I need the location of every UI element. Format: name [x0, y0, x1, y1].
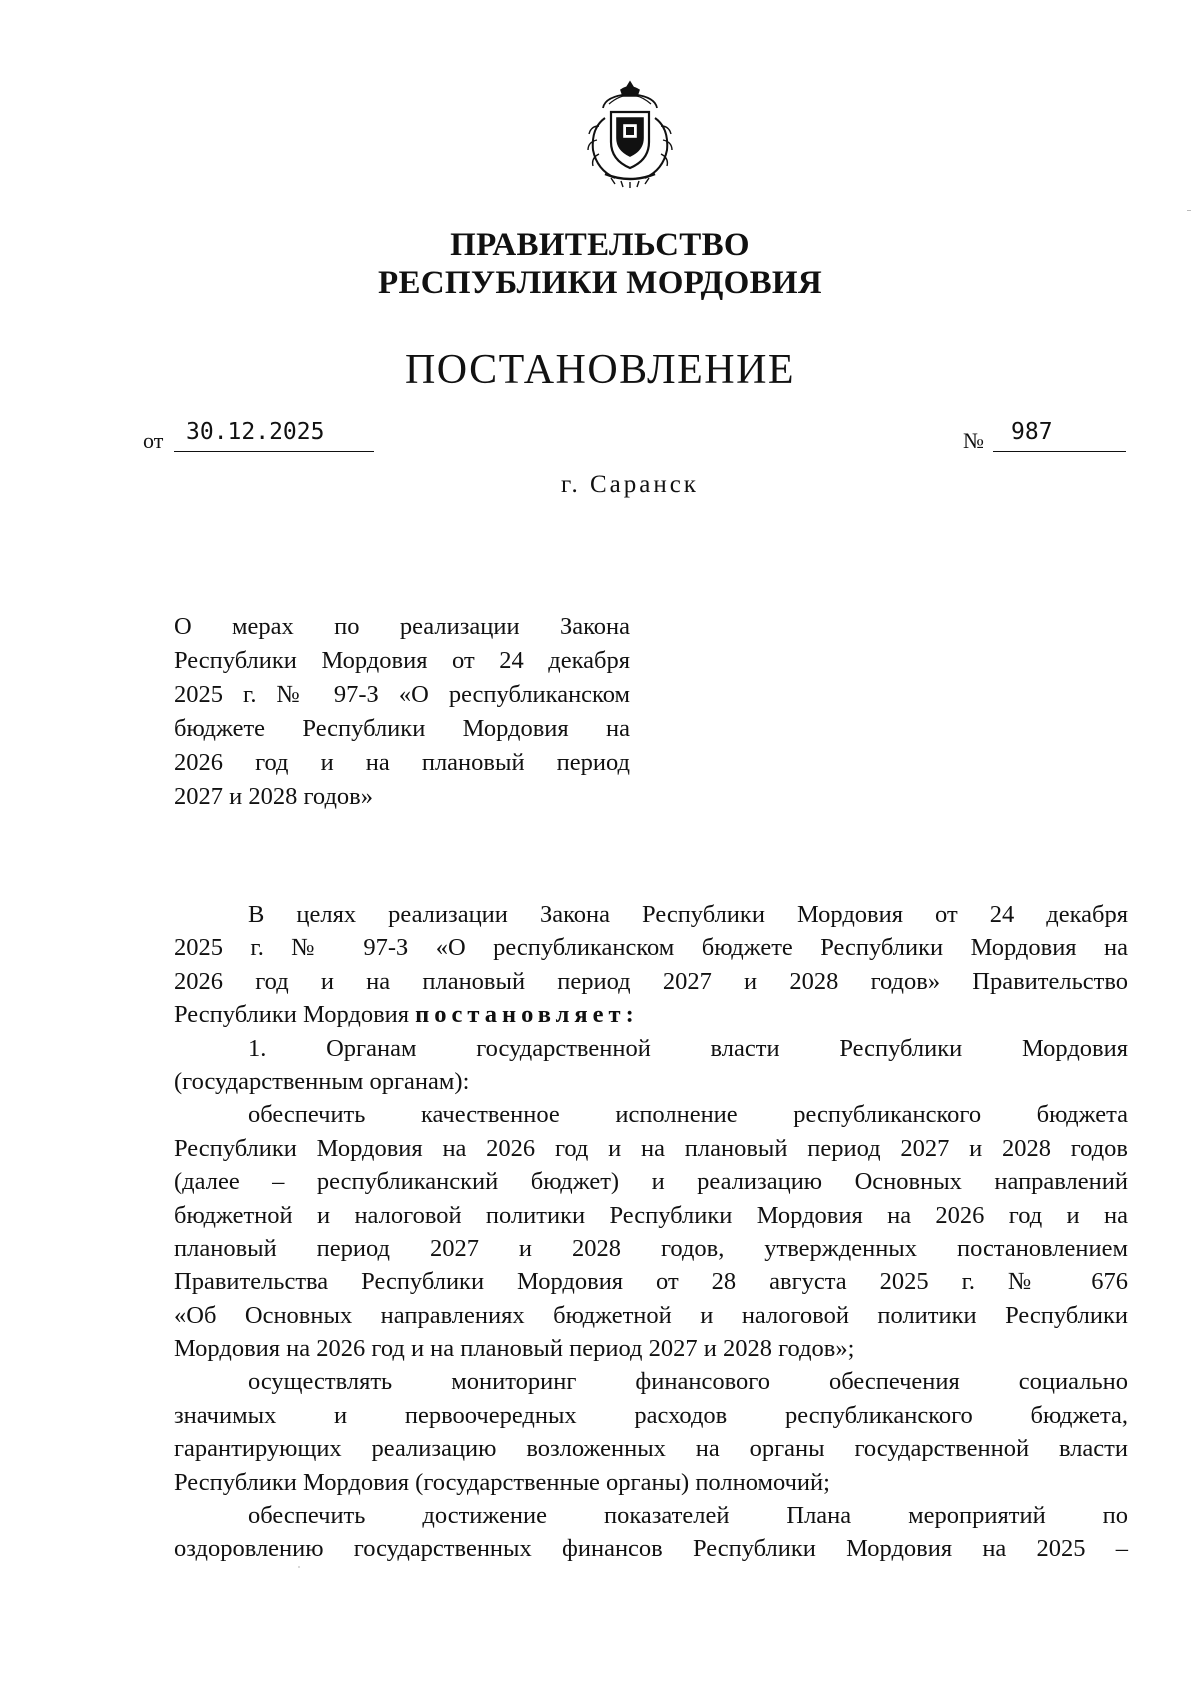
resolves-keyword: постановляет:	[415, 1001, 639, 1029]
city-of-issue: г. Саранск	[561, 471, 699, 498]
document-subject	[174, 610, 630, 814]
body-line: Правительства Республики Мордовия от 28 августа 2025 г. № 676	[174, 1268, 1128, 1296]
document-number: 987	[1011, 419, 1053, 445]
body-line: бюджетной и налоговой политики Республики Мордовия на 2026 год и на	[174, 1201, 1128, 1229]
government-title-line-2: РЕСПУБЛИКИ МОРДОВИЯ	[377, 265, 822, 301]
body-line: Республики Мордовия на 2026 год и на плановый период 2027 и 2028 годов	[174, 1134, 1128, 1162]
subject-line: бюджете Республики Мордовия на	[174, 715, 630, 742]
body-text: Республики Мордовия	[174, 1001, 416, 1029]
body-line: Мордовия на 2026 год и на плановый период 2027 и 2028 годов»;	[174, 1335, 855, 1363]
document-body	[174, 898, 1128, 1566]
body-line: гарантирующих реализацию возложенных на органы государственной власти	[174, 1435, 1128, 1463]
body-line-resolves	[174, 998, 1128, 1031]
body-line: значимых и первоочередных расходов республиканского бюджета,	[174, 1401, 1128, 1429]
number-underline	[993, 451, 1126, 452]
body-line: оздоровлению государственных финансов Республики Мордовия на 2025 –	[174, 1535, 1128, 1563]
body-line: 2026 год и на плановый период 2027 и 2028 годов» Правительство	[174, 967, 1128, 995]
coat-of-arms-emblem	[575, 78, 685, 190]
document-date: 30.12.2025	[186, 419, 325, 445]
subject-line: 2026 год и на плановый период	[174, 749, 630, 776]
body-line: (государственным органам):	[174, 1067, 470, 1095]
body-line: обеспечить качественное исполнение республиканского бюджета	[248, 1101, 1128, 1129]
date-underline	[174, 451, 374, 452]
subject-line: Республики Мордовия от 24 декабря	[174, 647, 630, 674]
body-line: обеспечить достижение показателей Плана мероприятий по	[248, 1502, 1128, 1530]
number-prefix: №	[963, 428, 984, 453]
body-line: В целях реализации Закона Республики Мордовия от 24 декабря	[248, 901, 1128, 928]
scan-artifact	[1187, 210, 1191, 211]
scan-artifact	[298, 1566, 300, 1568]
subject-line: 2025 г. № 97-З «О республиканском	[174, 681, 630, 708]
date-prefix: от	[143, 428, 164, 453]
body-line: Республики Мордовия (государственные органы) полномочий;	[174, 1468, 830, 1496]
document-type-title: ПОСТАНОВЛЕНИЕ	[404, 347, 796, 393]
body-line: плановый период 2027 и 2028 годов, утвержденных постановлением	[174, 1234, 1128, 1262]
body-line: 1. Органам государственной власти Республики Мордовия	[248, 1034, 1128, 1062]
subject-line: 2027 и 2028 годов»	[174, 783, 374, 810]
government-title-line-1: ПРАВИТЕЛЬСТВО	[450, 227, 750, 263]
subject-line: О мерах по реализации Закона	[174, 613, 630, 640]
body-line: (далее – республиканский бюджет) и реализацию Основных направлений	[174, 1168, 1128, 1196]
body-line: осуществлять мониторинг финансового обеспечения социально	[248, 1368, 1128, 1396]
body-line: 2025 г. № 97-З «О республиканском бюджете Республики Мордовия на	[174, 934, 1128, 962]
body-line: «Об Основных направлениях бюджетной и налоговой политики Республики	[174, 1301, 1128, 1329]
